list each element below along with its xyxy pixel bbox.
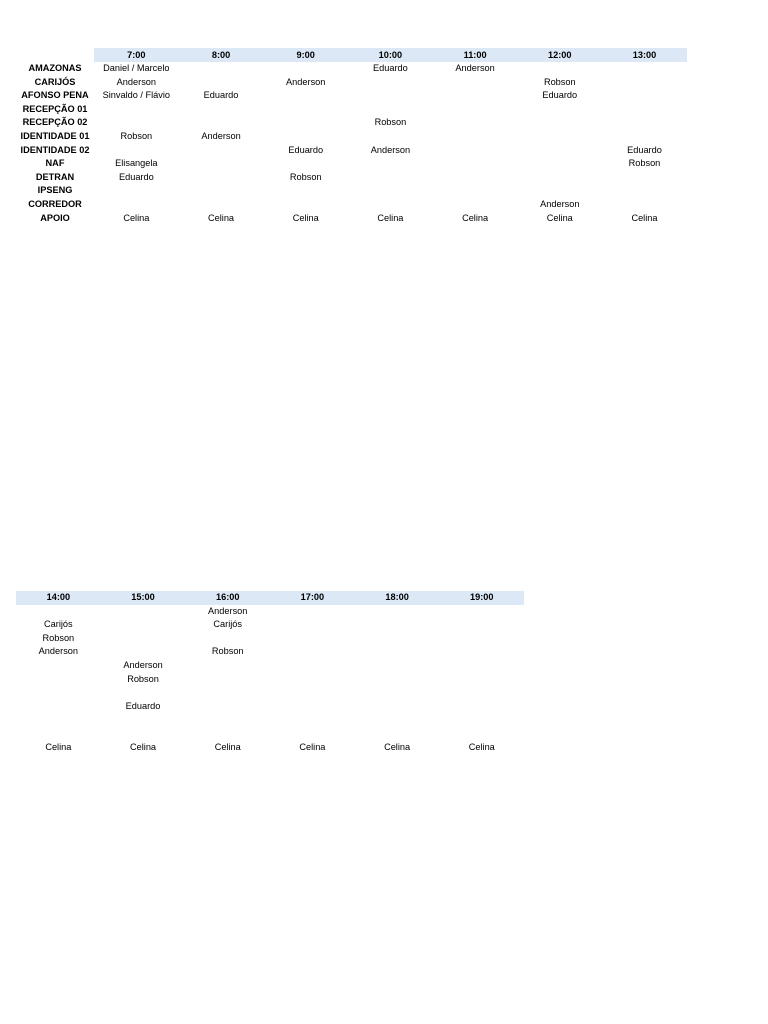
schedule-cell[interactable]: Eduardo xyxy=(627,144,662,155)
table-row xyxy=(16,212,687,226)
time-header-cell[interactable]: 8:00 xyxy=(179,48,264,62)
schedule-cell[interactable] xyxy=(185,700,270,714)
schedule-cell[interactable]: Celina xyxy=(462,212,489,223)
schedule-cell[interactable] xyxy=(101,645,186,659)
schedule-cell[interactable] xyxy=(355,618,440,632)
schedule-cell[interactable] xyxy=(270,700,355,714)
schedule-cell[interactable] xyxy=(94,103,179,117)
time-header-cell[interactable]: 10:00 xyxy=(348,48,433,62)
schedule-cell[interactable] xyxy=(94,116,179,130)
schedule-cell[interactable] xyxy=(101,632,186,646)
schedule-cell[interactable] xyxy=(270,605,355,619)
post-label[interactable]: RECEPÇÃO 02 xyxy=(22,117,88,128)
schedule-cell[interactable] xyxy=(16,605,101,619)
schedule-cell[interactable] xyxy=(517,157,602,171)
schedule-cell[interactable]: Sinvaldo / Flávio xyxy=(102,90,171,101)
schedule-cell[interactable] xyxy=(517,144,602,158)
schedule-cell[interactable]: Carijós xyxy=(213,619,243,630)
time-header-cell[interactable]: 11:00 xyxy=(433,48,518,62)
schedule-cell[interactable] xyxy=(348,157,433,171)
schedule-cell[interactable]: Celina xyxy=(631,212,658,223)
schedule-cell[interactable] xyxy=(355,632,440,646)
schedule-cell[interactable]: Robson xyxy=(374,117,407,128)
schedule-cell[interactable] xyxy=(16,713,101,727)
schedule-cell[interactable] xyxy=(433,144,518,158)
schedule-cell[interactable] xyxy=(433,184,518,198)
schedule-cell[interactable] xyxy=(185,659,270,673)
schedule-cell[interactable]: Celina xyxy=(130,741,157,752)
schedule-cell[interactable]: Robson xyxy=(543,76,576,87)
schedule-cell[interactable] xyxy=(263,130,348,144)
schedule-cell[interactable] xyxy=(16,727,101,741)
schedule-cell[interactable] xyxy=(439,673,524,687)
schedule-cell[interactable] xyxy=(16,686,101,700)
post-label[interactable]: DETRAN xyxy=(35,171,75,182)
schedule-cell[interactable] xyxy=(439,727,524,741)
schedule-cell[interactable] xyxy=(263,157,348,171)
schedule-cell[interactable]: Robson xyxy=(42,632,75,643)
schedule-cell[interactable] xyxy=(16,673,101,687)
schedule-cell[interactable] xyxy=(433,89,518,103)
schedule-cell[interactable] xyxy=(179,157,264,171)
schedule-cell[interactable] xyxy=(602,130,687,144)
schedule-cell[interactable] xyxy=(270,686,355,700)
schedule-cell[interactable] xyxy=(179,116,264,130)
time-header-row xyxy=(16,591,524,605)
table-row xyxy=(16,184,687,198)
schedule-cell[interactable] xyxy=(270,632,355,646)
schedule-cell[interactable]: Eduardo xyxy=(118,171,154,182)
schedule-cell[interactable]: Celina xyxy=(45,741,72,752)
schedule-cell[interactable] xyxy=(602,171,687,185)
schedule-cell[interactable] xyxy=(263,62,348,76)
schedule-cell[interactable] xyxy=(101,727,186,741)
post-label[interactable]: AMAZONAS xyxy=(28,63,82,73)
schedule-cell[interactable] xyxy=(439,686,524,700)
table-row xyxy=(16,157,687,171)
schedule-cell[interactable] xyxy=(185,686,270,700)
schedule-cell[interactable]: Anderson xyxy=(286,76,326,87)
schedule-cell[interactable] xyxy=(433,116,518,130)
schedule-cell[interactable] xyxy=(348,184,433,198)
schedule-cell[interactable] xyxy=(433,157,518,171)
schedule-cell[interactable]: Robson xyxy=(628,158,661,169)
table-row xyxy=(16,727,524,741)
table-row xyxy=(16,618,524,632)
schedule-cell[interactable] xyxy=(433,76,518,90)
time-header-cell[interactable]: 7:00 xyxy=(94,48,179,62)
schedule-cell[interactable] xyxy=(355,700,440,714)
schedule-cell[interactable] xyxy=(270,727,355,741)
schedule-cell[interactable]: Anderson xyxy=(38,646,79,657)
table-row xyxy=(16,632,524,646)
schedule-cell[interactable] xyxy=(185,632,270,646)
schedule-cell[interactable] xyxy=(185,727,270,741)
schedule-cell[interactable] xyxy=(263,116,348,130)
post-label[interactable]: APOIO xyxy=(40,212,70,223)
schedule-cell[interactable]: Anderson xyxy=(201,130,241,141)
time-header-cell[interactable]: 14:00 xyxy=(16,591,101,605)
schedule-cell[interactable] xyxy=(602,62,687,76)
post-label[interactable]: IPSENG xyxy=(37,185,73,196)
schedule-cell[interactable] xyxy=(517,171,602,185)
schedule-cell[interactable]: Daniel / Marcelo xyxy=(103,63,170,73)
schedule-cell[interactable] xyxy=(433,103,518,117)
schedule-cell[interactable]: Celina xyxy=(546,212,573,223)
schedule-cell[interactable] xyxy=(439,632,524,646)
schedule-cell[interactable] xyxy=(263,198,348,212)
schedule-cell[interactable]: Celina xyxy=(384,741,411,752)
schedule-cell[interactable] xyxy=(185,713,270,727)
schedule-cell[interactable] xyxy=(517,130,602,144)
schedule-table-morning xyxy=(16,48,687,225)
schedule-cell[interactable]: Robson xyxy=(289,171,322,182)
schedule-cell[interactable] xyxy=(439,700,524,714)
schedule-cell[interactable]: Celina xyxy=(299,741,326,752)
post-label[interactable]: CARIJÓS xyxy=(34,76,76,87)
schedule-cell[interactable] xyxy=(355,713,440,727)
table-row xyxy=(16,713,524,727)
schedule-cell[interactable] xyxy=(439,659,524,673)
time-header-cell[interactable]: 13:00 xyxy=(602,48,687,62)
schedule-cell[interactable]: Anderson xyxy=(123,659,163,670)
schedule-cell[interactable] xyxy=(348,89,433,103)
time-header-cell[interactable]: 16:00 xyxy=(185,591,270,605)
schedule-cell[interactable] xyxy=(263,184,348,198)
schedule-cell[interactable] xyxy=(602,116,687,130)
schedule-cell[interactable] xyxy=(439,605,524,619)
time-header-cell[interactable]: 9:00 xyxy=(263,48,348,62)
schedule-cell[interactable]: Anderson xyxy=(116,76,157,87)
schedule-cell[interactable] xyxy=(179,184,264,198)
table-row xyxy=(16,103,687,117)
schedule-cell[interactable] xyxy=(16,659,101,673)
table-row xyxy=(16,605,524,619)
schedule-cell[interactable]: Eduardo xyxy=(125,700,161,711)
schedule-cell[interactable] xyxy=(517,116,602,130)
post-label[interactable]: AFONSO PENA xyxy=(21,90,89,101)
post-label[interactable]: RECEPÇÃO 01 xyxy=(22,103,88,114)
table-row xyxy=(16,198,687,212)
table-row xyxy=(16,62,687,76)
table-row xyxy=(16,645,524,659)
table-row xyxy=(16,144,687,158)
schedule-cell[interactable] xyxy=(439,645,524,659)
schedule-cell[interactable] xyxy=(355,645,440,659)
schedule-cell[interactable]: Anderson xyxy=(370,144,411,155)
schedule-cell[interactable] xyxy=(263,103,348,117)
schedule-cell[interactable] xyxy=(348,130,433,144)
schedule-cell[interactable] xyxy=(263,89,348,103)
schedule-cell[interactable] xyxy=(348,171,433,185)
schedule-cell[interactable] xyxy=(270,645,355,659)
schedule-cell[interactable] xyxy=(348,103,433,117)
schedule-cell[interactable] xyxy=(94,184,179,198)
table-row xyxy=(16,76,687,90)
table-row xyxy=(16,171,687,185)
schedule-cell[interactable] xyxy=(439,618,524,632)
schedule-cell[interactable]: Eduardo xyxy=(373,63,408,73)
schedule-cell[interactable]: Celina xyxy=(468,741,495,752)
table-row xyxy=(16,89,687,103)
schedule-cell[interactable]: Robson xyxy=(120,130,153,141)
time-header-cell[interactable]: 12:00 xyxy=(517,48,602,62)
schedule-cell[interactable] xyxy=(517,184,602,198)
schedule-cell[interactable] xyxy=(355,605,440,619)
time-header-cell[interactable]: 15:00 xyxy=(101,591,186,605)
schedule-cell[interactable]: Celina xyxy=(377,212,404,223)
schedule-cell[interactable] xyxy=(439,713,524,727)
schedule-cell[interactable] xyxy=(101,713,186,727)
schedule-cell[interactable] xyxy=(179,76,264,90)
schedule-cell[interactable]: Celina xyxy=(208,212,235,223)
schedule-cell[interactable] xyxy=(179,171,264,185)
post-label[interactable]: IDENTIDADE 01 xyxy=(20,130,90,141)
table-row xyxy=(16,686,524,700)
schedule-cell[interactable] xyxy=(94,144,179,158)
schedule-cell[interactable]: Celina xyxy=(292,212,319,223)
schedule-cell[interactable]: Anderson xyxy=(208,605,248,616)
schedule-cell[interactable]: Robson xyxy=(211,646,244,657)
table-row xyxy=(16,700,524,714)
schedule-cell[interactable] xyxy=(179,103,264,117)
schedule-cell[interactable] xyxy=(355,686,440,700)
schedule-cell[interactable]: Eduardo xyxy=(288,144,324,155)
schedule-cell[interactable] xyxy=(270,618,355,632)
table-row xyxy=(16,130,687,144)
schedule-cell[interactable] xyxy=(94,198,179,212)
time-header-cell[interactable]: 19:00 xyxy=(439,591,524,605)
schedule-cell[interactable]: Anderson xyxy=(455,63,495,73)
schedule-cell[interactable]: Elisangela xyxy=(115,158,158,169)
corner-cell xyxy=(16,48,94,62)
table-row xyxy=(16,741,524,755)
schedule-table-afternoon xyxy=(16,591,524,754)
schedule-cell[interactable] xyxy=(517,103,602,117)
schedule-cell[interactable] xyxy=(179,198,264,212)
schedule-cell[interactable]: Celina xyxy=(123,212,150,223)
schedule-cell[interactable] xyxy=(270,713,355,727)
schedule-cell[interactable] xyxy=(433,171,518,185)
schedule-cell[interactable] xyxy=(270,659,355,673)
schedule-cell[interactable]: Eduardo xyxy=(542,90,578,101)
schedule-cell[interactable] xyxy=(185,673,270,687)
time-header-cell[interactable]: 18:00 xyxy=(355,591,440,605)
schedule-cell[interactable] xyxy=(602,103,687,117)
table-row xyxy=(16,659,524,673)
post-label[interactable]: CORREDOR xyxy=(28,198,82,209)
schedule-cell[interactable] xyxy=(270,673,355,687)
schedule-cell[interactable] xyxy=(517,62,602,76)
schedule-cell[interactable] xyxy=(348,198,433,212)
time-header-cell[interactable]: 17:00 xyxy=(270,591,355,605)
schedule-cell[interactable] xyxy=(101,618,186,632)
schedule-cell[interactable] xyxy=(101,686,186,700)
schedule-cell[interactable] xyxy=(355,673,440,687)
schedule-cell[interactable] xyxy=(602,76,687,90)
schedule-cell[interactable]: Celina xyxy=(214,741,241,752)
schedule-cell[interactable] xyxy=(602,184,687,198)
schedule-cell[interactable] xyxy=(101,605,186,619)
schedule-cell[interactable]: Eduardo xyxy=(203,90,239,101)
post-label[interactable]: NAF xyxy=(45,158,65,169)
schedule-cell[interactable]: Robson xyxy=(127,673,159,684)
schedule-cell[interactable] xyxy=(433,198,518,212)
schedule-cell[interactable] xyxy=(602,198,687,212)
schedule-cell[interactable] xyxy=(348,76,433,90)
schedule-cell[interactable] xyxy=(179,144,264,158)
schedule-cell[interactable] xyxy=(179,62,264,76)
schedule-cell[interactable] xyxy=(433,130,518,144)
post-label[interactable]: IDENTIDADE 02 xyxy=(20,144,90,155)
schedule-cell[interactable] xyxy=(355,659,440,673)
schedule-cell[interactable] xyxy=(602,89,687,103)
schedule-cell[interactable]: Anderson xyxy=(540,198,580,209)
schedule-cell[interactable] xyxy=(355,727,440,741)
table-row xyxy=(16,673,524,687)
schedule-cell[interactable] xyxy=(16,700,101,714)
schedule-cell[interactable]: Carijós xyxy=(44,619,73,630)
time-header-row xyxy=(16,48,687,62)
table-row xyxy=(16,116,687,130)
